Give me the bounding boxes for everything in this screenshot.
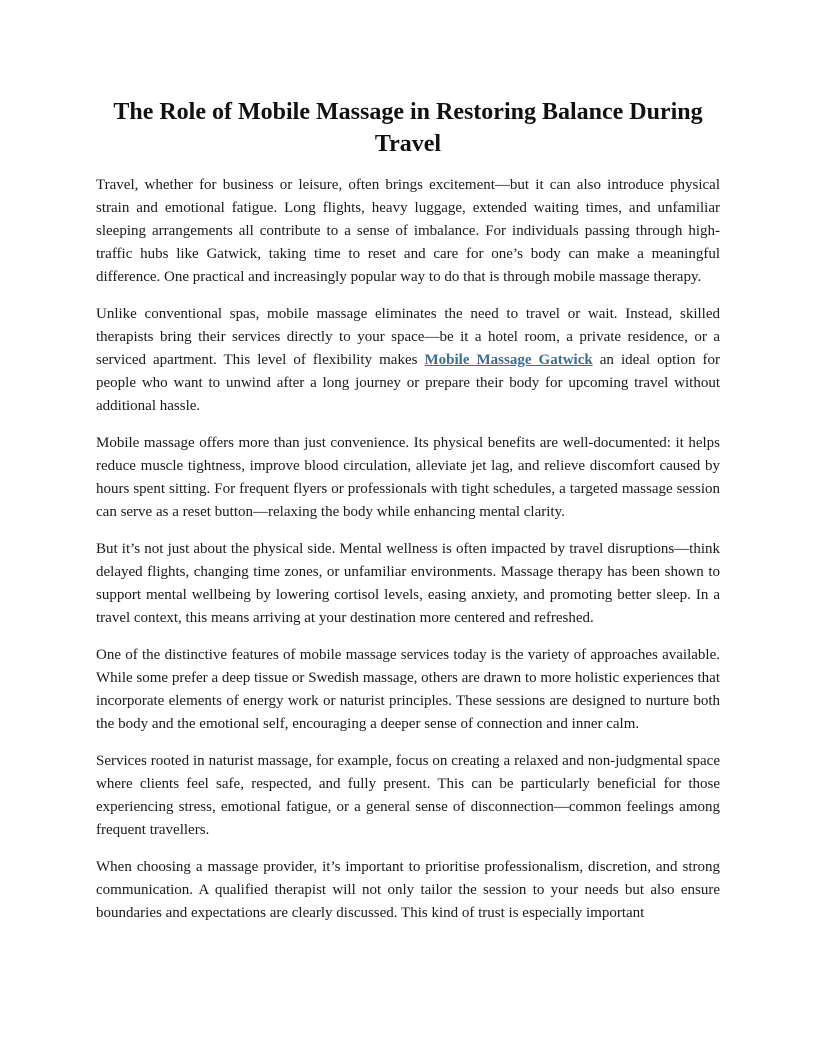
paragraph-text-after-link: an ideal option for people who want to unwind after a long journey or prepare their body for upcoming travel without additional hassle. [96, 352, 721, 414]
paragraph-physical-benefits: Mobile massage offers more than just convenience. Its physical benefits are well-documented: it helps reduce muscle tightness, improve blood circulation, alleviate jet lag, and relieve discomfort caused by hours spent sitting. For frequent flyers or professionals with tight schedules, a targeted massage session can serve as a reset button—relaxing the body while enhancing mental clarity. [96, 435, 720, 520]
paragraph-intro: Travel, whether for business or leisure, often brings excitement—but it can also introduce physical strain and emotional fatigue. Long flights, heavy luggage, extended waiting times, and unfamiliar sleeping arrangements all contribute to a sense of imbalance. For individuals passing through high-traffic hubs like Gatwick, taking time to reset and care for one’s body can make a meaningful difference. One practical and increasingly popular way to do that is through mobile massage therapy. [96, 177, 720, 285]
paragraph-mobile-vs-spa [96, 303, 720, 418]
document-body [96, 96, 720, 925]
paragraph-choosing-provider: When choosing a massage provider, it’s important to prioritise professionalism, discretion, and strong communication. A qualified therapist will not only tailor the session to your needs but also ensure boundaries and expectations are clearly discussed. This kind of trust is especially important [96, 859, 720, 921]
document-title: The Role of Mobile Massage in Restoring Balance During Travel [113, 99, 703, 157]
paragraph-text-before-link: Unlike conventional spas, mobile massage eliminates the need to travel or wait. Instead, skilled therapists bring their services directly to your space—be it a hotel room, a private residence, or a serviced apartment. This level of flexibility makes [96, 306, 720, 368]
paragraph-variety-of-approaches: One of the distinctive features of mobile massage services today is the variety of approaches available. While some prefer a deep tissue or Swedish massage, others are drawn to more holistic experiences that incorporate elements of energy work or naturist principles. These sessions are designed to nurture both the body and the emotional self, encouraging a deeper sense of connection and inner calm. [96, 647, 720, 732]
mobile-massage-gatwick-link[interactable]: Mobile Massage Gatwick [424, 352, 593, 368]
paragraph-mental-wellness: But it’s not just about the physical side. Mental wellness is often impacted by travel disruptions—think delayed flights, changing time zones, or unfamiliar environments. Massage therapy has been shown to support mental wellbeing by lowering cortisol levels, easing anxiety, and promoting better sleep. In a travel context, this means arriving at your destination more centered and refreshed. [96, 541, 720, 626]
paragraph-naturist-massage: Services rooted in naturist massage, for example, focus on creating a relaxed and non-judgmental space where clients feel safe, respected, and fully present. This can be particularly beneficial for those experiencing stress, emotional fatigue, or a general sense of disconnection—common feelings among frequent travellers. [96, 753, 720, 838]
